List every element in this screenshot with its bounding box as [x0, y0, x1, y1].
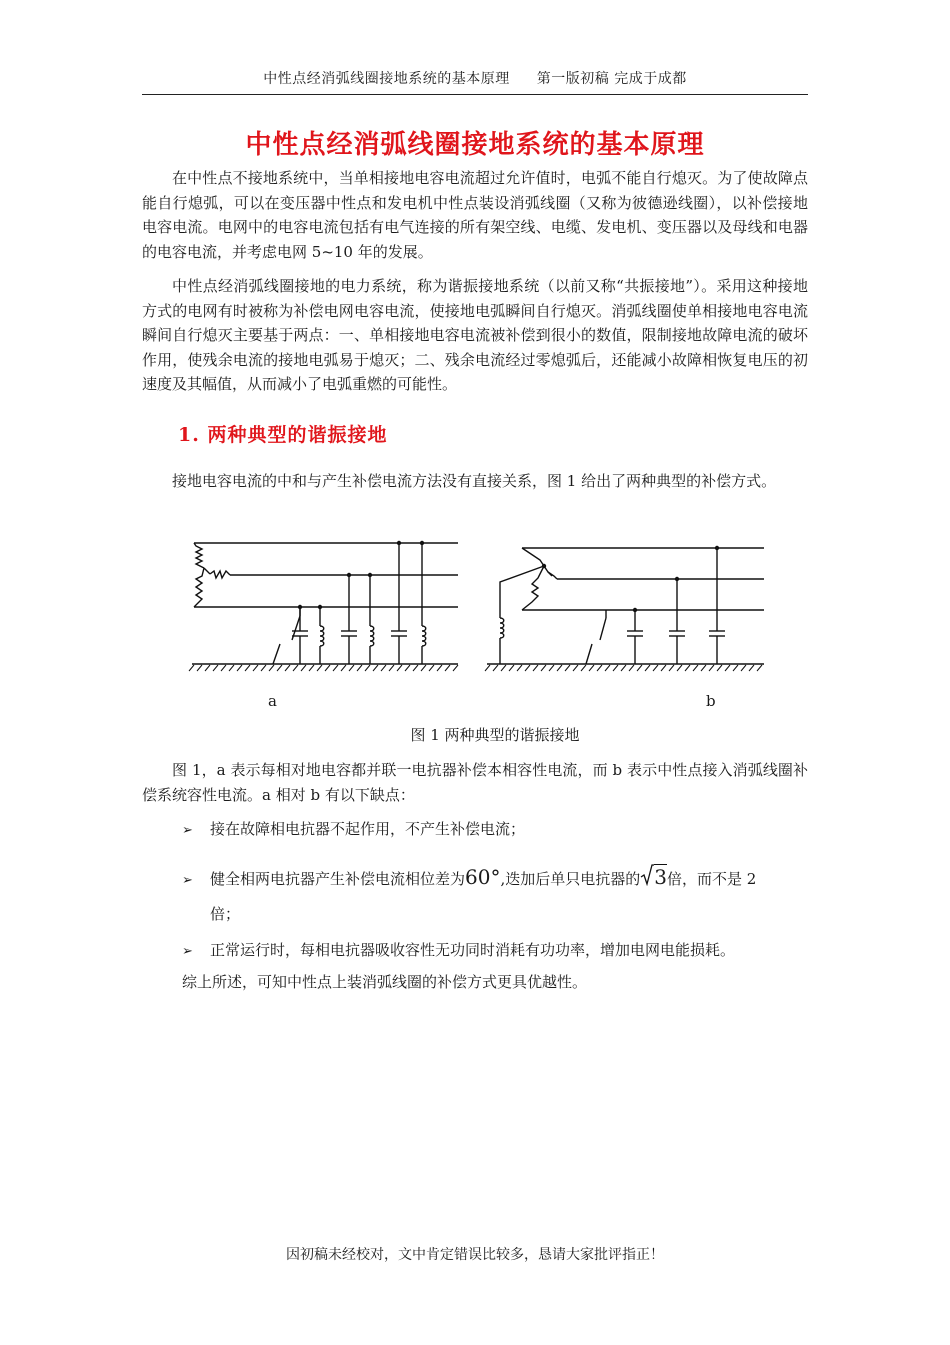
bullet-item-1 — [182, 817, 525, 843]
diagram-a — [192, 543, 458, 664]
square-root-icon — [640, 864, 654, 893]
bullet-text-2-post: 倍，而不是 2 — [666, 870, 757, 888]
phase-angle-value: 60° — [465, 865, 501, 889]
header-doc-title: 中性点经消弧线圈接地系统的基本原理 — [263, 71, 510, 87]
square-root-radicand: 3 — [654, 865, 667, 889]
header-divider — [142, 94, 808, 95]
bullet-arrow-icon: ➢ — [182, 873, 193, 888]
bullet-text-2-pre: 健全相两电抗器产生补偿电流相位差为 — [210, 870, 466, 888]
bullet-text-3: 正常运行时，每相电抗器吸收容性无功同时消耗有功功率，增加电网电能损耗。 — [210, 941, 736, 959]
diagram-b — [487, 548, 764, 664]
paragraph-figure-intro: 接地电容电流的中和与产生补偿电流方法没有直接关系，图 1 给出了两种典型的补偿方式。 — [172, 472, 777, 490]
bullet-text-2-mid: ,迭加后单只电抗器的 — [500, 870, 641, 888]
figure-caption: 图 1 两种典型的谐振接地 — [410, 726, 580, 744]
bullet-item-3 — [182, 938, 735, 964]
bullet-text-2-continuation: 倍； — [210, 905, 241, 923]
header-version-note: 第一版初稿 完成于成都 — [536, 71, 687, 87]
figure-label-a: a — [268, 692, 277, 710]
page-footer: 因初稿未经校对，文中肯定错误比较多，恳请大家批评指正！ — [286, 1247, 664, 1263]
bullet-item-2 — [182, 864, 808, 893]
paragraph-intro: 在中性点不接地系统中，当单相接地电容电流超过允许值时，电弧不能自行熄灭。为了使故障点能自行熄弧，可以在变压器中性点和发电机中性点装设消弧线圈（又称为彼德逊线圈），以补偿接地电容电流。电网中的电容电流包括有电气连接的所有架空线、电缆、发电机、变压器以及母线和电器的电容电流，并考虑电网 5~10 年的发展。 — [142, 169, 808, 261]
section-heading-1: 1. 两种典型的谐振接地 — [178, 424, 388, 446]
conclusion-paragraph: 综上所述，可知中性点上装消弧线圈的补偿方式更具优越性。 — [182, 973, 588, 991]
bullet-arrow-icon: ➢ — [182, 823, 193, 838]
bullet-arrow-icon: ➢ — [182, 944, 193, 959]
figure-1-circuit-diagrams — [182, 532, 772, 682]
figure-label-b: b — [706, 692, 716, 710]
bullet-text-1: 接在故障相电抗器不起作用，不产生补偿电流； — [210, 820, 526, 838]
running-header — [142, 68, 808, 88]
paragraph-figure-explanation: 图 1，a 表示每相对地电容都并联一电抗器补偿本相容性电流，而 b 表示中性点接入消弧线圈补偿系统容性电流。a 相对 b 有以下缺点： — [142, 761, 808, 804]
page-title: 中性点经消弧线圈接地系统的基本原理 — [245, 130, 705, 160]
paragraph-resonant-grounding: 中性点经消弧线圈接地的电力系统，称为谐振接地系统（以前又称“共振接地”）。采用这种接地方式的电网有时被称为补偿电网电容电流，使接地电弧瞬间自行熄灭。消弧线圈使单相接地电容电流瞬间自行熄灭主要基于两点：一、单相接地电容电流被补偿到很小的数值，限制接地故障电流的破坏作用，使残余电流的接地电弧易于熄灭；二、残余电流经过零熄弧后，还能减小故障相恢复电压的初速度及其幅值，从而减小了电弧重燃的可能性。 — [142, 277, 808, 393]
